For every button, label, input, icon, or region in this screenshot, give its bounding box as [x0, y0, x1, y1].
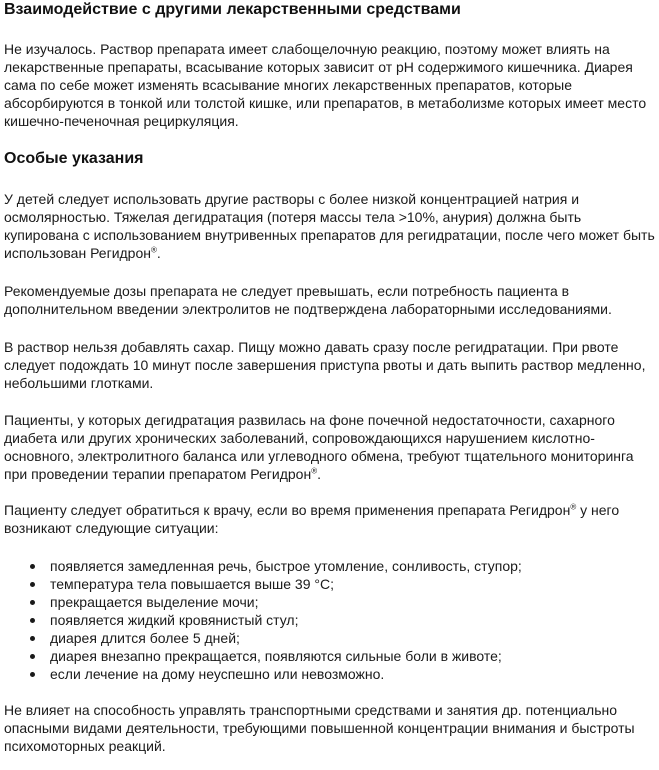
paragraph-monitoring: [4, 411, 655, 483]
paragraph-end: .: [156, 245, 161, 261]
list-item: диарея внезапно прекращается, появляются сильные боли в животе;: [4, 647, 655, 665]
paragraph-children-dehydration: [4, 190, 655, 262]
registered-trademark: ®: [151, 245, 157, 255]
section-heading-special-instructions: Особые указания: [4, 150, 144, 167]
registered-trademark: ®: [570, 502, 577, 512]
paragraph-end: .: [317, 466, 321, 482]
paragraph-text: Пациенту следует обратиться к врачу, если во время применения препарата Регидрон: [4, 502, 571, 518]
paragraph-text: Пациенты, у которых дегидратация развилась на фоне почечной недостаточности, сахарного диабета или других хронических заболеваний, сопровождающихся нарушением кислотно-основного, электролитного баланса или углеводного обмена, требуют тщательного мониторинга при проведении терапии препаратом Регидрон: [4, 412, 634, 482]
paragraph-dose-limit: Рекомендуемые дозы препарата не следует превышать, если потребность пациента в дополнительном введении электролитов не подтверждена лабораторными исследованиями.: [4, 283, 612, 317]
list-item: температура тела повышается выше 39 °C;: [4, 575, 655, 593]
situations-list: [4, 557, 655, 683]
paragraph-end: у него возникают следующие ситуации:: [4, 502, 620, 536]
list-item: диарея длится более 5 дней;: [4, 629, 655, 647]
registered-trademark: ®: [311, 466, 318, 476]
section-heading-interaction: Взаимодействие с другими лекарственными средствами: [4, 1, 461, 18]
list-item: появляется жидкий кровянистый стул;: [4, 611, 655, 629]
paragraph-interaction: Не изучалось. Раствор препарата имеет слабощелочную реакцию, поэтому может влиять на лекарственные препараты, всасывание которых зависит от pH содержимого кишечника. Диарея сама по себе может изменять всасывание многих лекарственных препаратов, которые абсорбируются в тонкой или толстой кишке, или препаратов, в метаболизме которых имеет место кишечно-печеночная рециркуляция.: [4, 41, 647, 129]
list-item: прекращается выделение мочи;: [4, 593, 655, 611]
paragraph-driving: Не влияет на способность управлять транспортными средствами и занятия др. потенциально опасными видами деятельности, требующими повышенной концентрации внимания и быстроты психомоторных реакций.: [4, 702, 635, 754]
list-item: если лечение на дому неуспешно или невозможно.: [4, 665, 655, 683]
paragraph-text: У детей следует использовать другие растворы с более низкой концентрацией натрия и осмолярностью. Тяжелая дегидратация (потеря массы тела >10%, анурия) должна быть купирована с использованием внутривенных препаратов для регидратации, после чего может быть использован Регидрон: [4, 191, 655, 261]
paragraph-sugar-vomiting: В раствор нельзя добавлять сахар. Пищу можно давать сразу после регидратации. При рвоте следует подождать 10 минут после завершения приступа рвоты и дать выпить раствор медленно, небольшими глотками.: [4, 339, 646, 391]
paragraph-see-doctor: [4, 501, 655, 537]
list-item: появляется замедленная речь, быстрое утомление, сонливость, ступор;: [4, 557, 655, 575]
